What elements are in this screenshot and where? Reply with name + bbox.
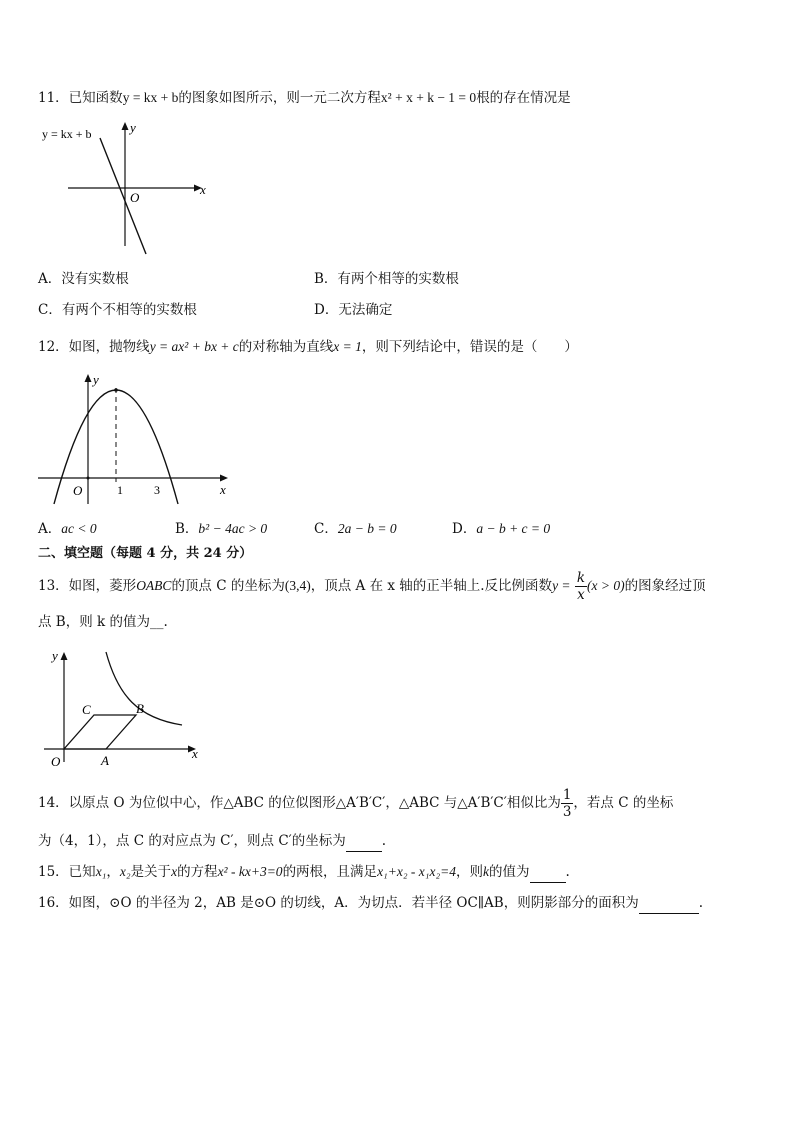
q11-figure [38,118,218,258]
svg-text:1: 1 [117,483,123,497]
svg-text:A: A [101,753,109,768]
q14-fraction: $\frac{1}{3}$ [562,787,572,820]
q11-equation: x² + x + k − 1 = 0 [380,90,477,105]
q14-stem-line2: 为（4，1），点 C 的对应点为 C′，则点 C′的坐标为 . [38,831,386,852]
q13-stem-line1: 13．如图，菱形OABC的顶点 C 的坐标为(3,4)，顶点 A 在 x 轴的正半轴上.反比例函数y = $\frac{k}{x}$ (x > 0)的图象经过顶 [38,570,706,603]
svg-text:B: B [136,701,144,716]
svg-text:O: O [51,754,61,769]
svg-text:x: x [192,746,198,761]
q11-func: y = kx + b [122,90,179,105]
q13-fraction: $\frac{k}{x}$ [576,570,586,603]
svg-text:O: O [73,483,83,498]
svg-text:O: O [130,190,140,205]
q16-answer-blank [639,893,699,914]
q12-func: y = ax² + bx + c [149,339,239,354]
q11-option-d: D．无法确定 [314,302,393,318]
q11-stem: 11．已知函数y = kx + b的图象如图所示，则一元二次方程x² + x + k − 1 = 0根的存在情况是 [38,90,571,106]
svg-text:x: x [220,482,226,497]
q11-option-a: A．没有实数根 [38,271,129,287]
q12-option-b: B．b² − 4ac > 0 [175,521,268,537]
q15-answer-blank [530,862,566,883]
q11-option-b: B．有两个相等的实数根 [314,271,459,287]
svg-text:C: C [82,702,91,717]
q14-stem-line1: 14．以原点 O 为位似中心，作△ABC 的位似图形△A′B′C′，△ABC 与△A′B′C′相似比为 $\frac{1}{3}$ ，若点 C 的坐标 [38,787,674,820]
svg-text:x: x [200,182,206,197]
q11-line-label: y = kx + b [42,127,92,141]
svg-text:y: y [93,372,99,387]
q12-option-c: C．2a − b = 0 [314,521,397,537]
q13-stem-line2: 点 B，则 k 的值为__. [38,614,168,630]
section-heading: 二、填空题（每题 4 分，共 24 分） [38,546,253,561]
q12-axis: x = 1 [333,339,362,354]
q13-figure [40,646,210,772]
q12-stem: 12．如图，抛物线y = ax² + bx + c的对称轴为直线x = 1，则下列结论中，错误的是（ ） [38,339,578,355]
svg-text:y: y [52,648,58,663]
q12-option-d: D．a − b + c = 0 [452,521,551,537]
q15-stem: 15．已知x₁，x₂是关于x的方程x² - kx+3=0的两根，且满足x₁+x₂ - x₁x₂=4，则k的值为 . [38,862,570,883]
q12-option-a: A．ac < 0 [38,521,97,537]
q12-figure [36,370,236,510]
svg-text:3: 3 [154,483,160,497]
svg-text:y: y [130,120,136,135]
q16-stem: 16．如图，⊙O 的半径为 2，AB 是⊙O 的切线，A．为切点．若半径 OC∥AB，则阴影部分的面积为 . [38,893,703,914]
q14-answer-blank [346,831,382,852]
q11-option-c: C．有两个不相等的实数根 [38,302,197,318]
